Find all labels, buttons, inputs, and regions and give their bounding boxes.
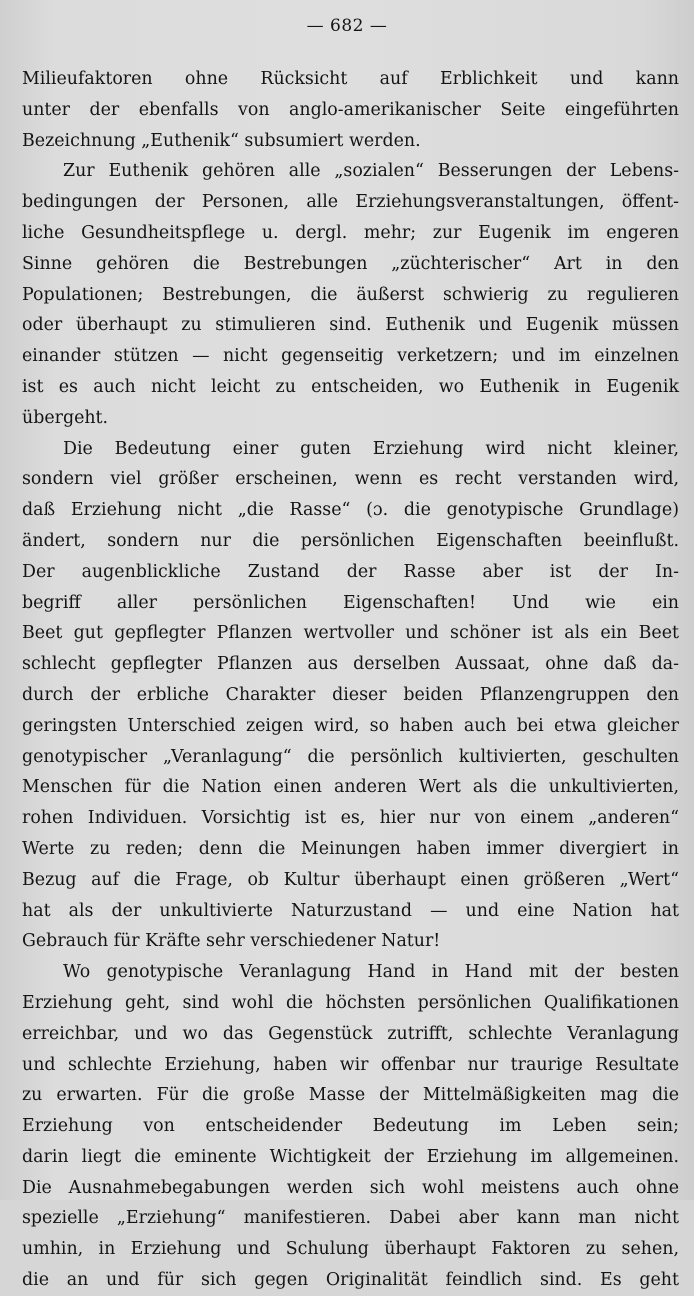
text-line: schlecht gepflegter Pflanzen aus derselben Aussaat, ohne daß da-	[22, 654, 679, 675]
text-line: Die Bedeutung einer guten Erziehung wird nicht kleiner,	[63, 438, 679, 459]
text-line: unter der ebenfalls von anglo-amerikanischer Seite eingeführten	[22, 99, 679, 120]
text-line: hat als der unkultivierte Naturzustand — und eine Nation hat	[22, 900, 679, 921]
text-line: sondern viel größer erscheinen, wenn es recht verstanden wird,	[22, 469, 679, 490]
text-line: liche Gesundheitspflege u. dergl. mehr; zur Eugenik im engeren	[22, 222, 679, 243]
text-line: Erziehung von entscheidender Bedeutung im Leben sein;	[22, 1116, 679, 1137]
text-line: Gebrauch für Kräfte sehr verschiedener Natur!	[22, 931, 441, 952]
text-line: daß Erziehung nicht „die Rasse“ (ɔ. die genotypische Grundlage)	[22, 500, 679, 521]
text-line: Sinne gehören die Bestrebungen „züchterischer“ Art in den	[22, 253, 679, 274]
text-line: geringsten Unterschied zeigen wird, so haben auch bei etwa gleicher	[22, 715, 679, 736]
text-line: Zur Euthenik gehören alle „sozialen“ Besserungen der Lebens-	[63, 161, 679, 182]
text-line: Populationen; Bestrebungen, die äußerst schwierig zu regulieren	[22, 284, 679, 305]
text-line: ändert, sondern nur die persönlichen Eigenschaften beeinflußt.	[22, 530, 679, 551]
text-line: Wo genotypische Veranlagung Hand in Hand mit der besten	[63, 962, 679, 983]
text-line: übergeht.	[22, 407, 109, 428]
text-line: oder überhaupt zu stimulieren sind. Euthenik und Eugenik müssen	[22, 315, 679, 336]
text-line: Der augenblickliche Zustand der Rasse aber ist der In-	[22, 561, 679, 582]
text-line: durch der erbliche Charakter dieser beiden Pflanzengruppen den	[22, 684, 679, 705]
text-line: Die Ausnahmebegabungen werden sich wohl meistens auch ohne	[22, 1177, 679, 1198]
body-text	[22, 64, 679, 1296]
text-line: umhin, in Erziehung und Schulung überhaupt Faktoren zu sehen,	[22, 1239, 679, 1260]
text-line: Bezeichnung „Euthenik“ subsumiert werden.	[22, 130, 421, 151]
text-line: spezielle „Erziehung“ manifestieren. Dabei aber kann man nicht	[22, 1208, 679, 1229]
text-line: die an und für sich gegen Originalität feindlich sind. Es geht	[22, 1270, 679, 1291]
text-line: darin liegt die eminente Wichtigkeit der Erziehung im allgemeinen.	[22, 1146, 679, 1167]
text-line: genotypischer „Veranlagung“ die persönlich kultivierten, geschulten	[22, 746, 679, 767]
text-line: bedingungen der Personen, alle Erziehungsveranstaltungen, öffent-	[22, 192, 679, 213]
text-line: und schlechte Erziehung, haben wir offenbar nur traurige Resultate	[22, 1054, 679, 1075]
text-line: erreichbar, und wo das Gegenstück zutrifft, schlechte Veranlagung	[22, 1023, 679, 1044]
text-line: Milieufaktoren ohne Rücksicht auf Erblichkeit und kann	[22, 69, 679, 89]
text-line: einander stützen — nicht gegenseitig verketzern; und im einzelnen	[22, 346, 679, 367]
text-line: Menschen für die Nation einen anderen Wert als die unkultivierten,	[22, 777, 679, 798]
text-line: Erziehung geht, sind wohl die höchsten persönlichen Qualifikationen	[22, 992, 679, 1013]
text-line: zu erwarten. Für die große Masse der Mittelmäßigkeiten mag die	[22, 1085, 679, 1106]
text-line: Bezug auf die Frage, ob Kultur überhaupt einen größeren „Wert“	[22, 869, 679, 890]
text-line: ist es auch nicht leicht zu entscheiden, wo Euthenik in Eugenik	[22, 376, 679, 397]
text-line: Werte zu reden; denn die Meinungen haben immer divergiert in	[22, 838, 679, 859]
page-number: — 682 —	[306, 16, 388, 36]
text-line: rohen Individuen. Vorsichtig ist es, hier nur von einem „anderen“	[22, 808, 679, 829]
text-line: begriff aller persönlichen Eigenschaften! Und wie ein	[22, 592, 679, 613]
text-line: Beet gut gepflegter Pflanzen wertvoller und schöner ist als ein Beet	[22, 623, 679, 644]
